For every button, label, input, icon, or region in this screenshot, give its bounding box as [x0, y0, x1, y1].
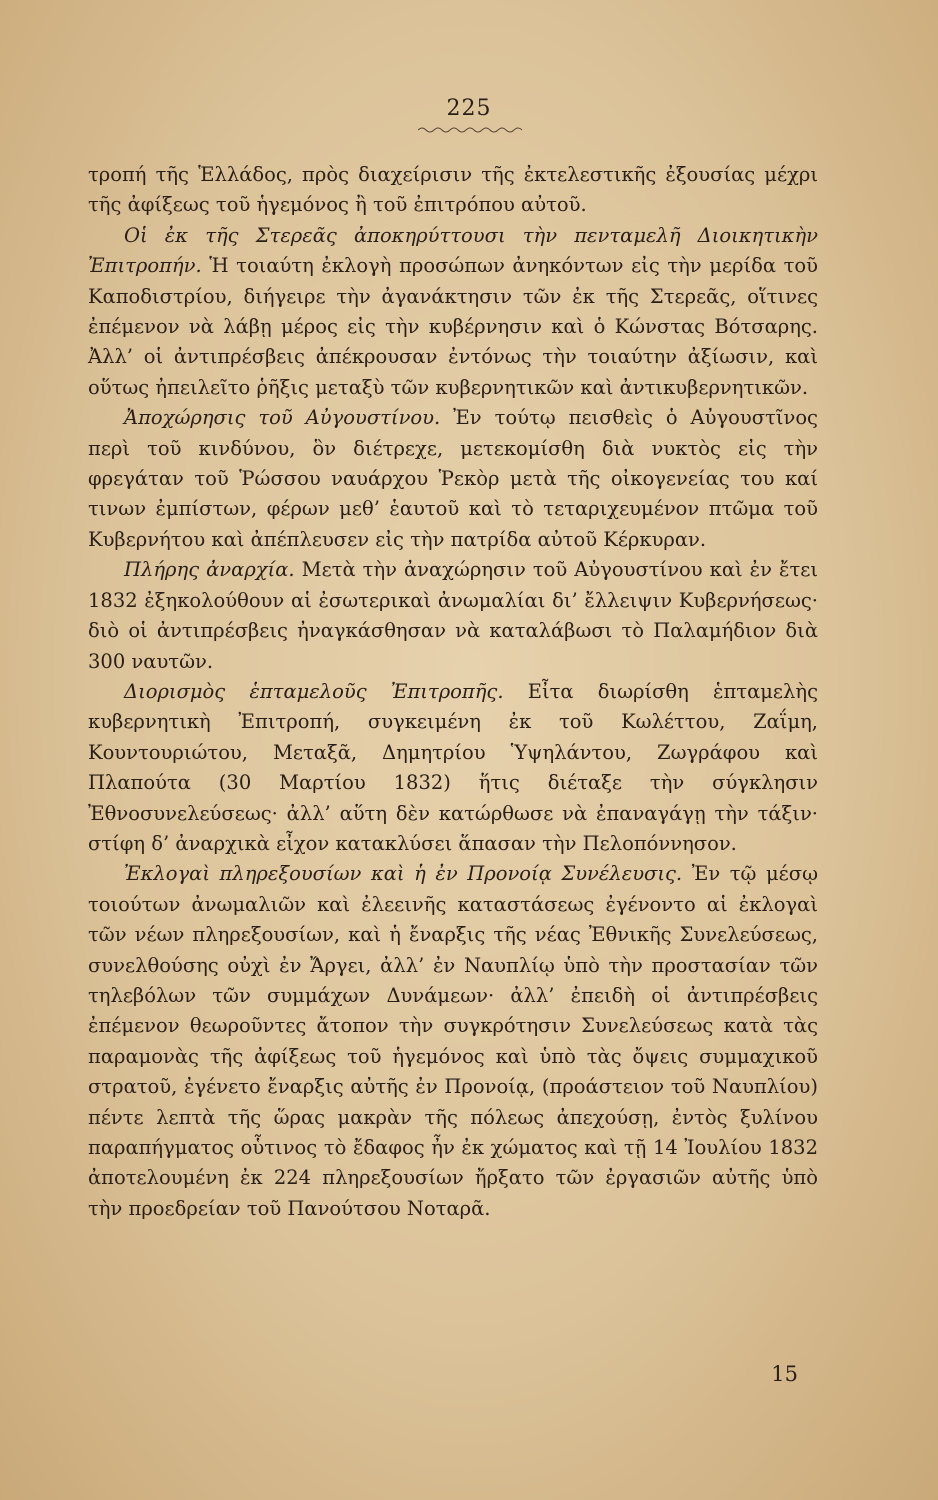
paragraph-3 — [88, 403, 818, 555]
paragraph-text: Εἶτα διωρίσθη ἑπταμελὴς κυβερνητικὴ Ἐπιτροπή, συγκειμένη ἐκ τοῦ Κωλέττου, Ζαΐμη, Κουντουριώτου, Μεταξᾶ, Δημητρίου Ὑψηλάντου, Ζωγράφου καὶ Πλαπούτα (30 Μαρτίου 1832) ἥτις διέταξε τὴν σύγκλησιν Ἐθνοσυνελεύσεως· ἀλλ’ αὕτη δὲν κατώρθωσε νὰ ἐπαναγάγῃ τὴν τάξιν· στίφη δ’ ἀναρχικὰ εἶχον κατακλύσει ἅπασαν τὴν Πελοπόννησον. — [88, 679, 818, 855]
paragraph-text: Ἐν τῷ μέσῳ τοιούτων ἀνωμαλιῶν καὶ ἐλεεινῆς καταστάσεως ἐγένοντο αἱ ἐκλογαὶ τῶν νέων πληρεξουσίων, καὶ ἡ ἔναρξις τῆς νέας Ἐθνικῆς Συνελεύσεως, συνελθούσης οὐχὶ ἐν Ἄργει, ἀλλ’ ἐν Ναυπλίῳ ὑπὸ τὴν προστασίαν τῶν τηλεβόλων τῶν συμμάχων Δυνάμεων· ἀλλ’ ἐπειδὴ οἱ ἀντιπρέσβεις ἐπέμενον θεωροῦντες ἄτοπον τὴν συγκρότησιν Συνελεύσεως κατὰ τὰς παραμονὰς τῆς ἀφίξεως τοῦ ἡγεμόνος καὶ ὑπὸ τὰς ὄψεις συμμαχικοῦ στρατοῦ, ἐγένετο ἔναρξις αὐτῆς ἐν Προνοίᾳ, (προάστειον τοῦ Ναυπλίου) πέντε λεπτὰ τῆς ὥρας μακρὰν τῆς πόλεως ἀπεχούσῃ, ἐντὸς ξυλίνου παραπήγματος οὗτινος τὸ ἔδαφος ἦν ἐκ χώματος καὶ τῇ 14 Ἰουλίου 1832 ἀποτελουμένη ἐκ 224 πληρεξουσίων ἤρξατο τῶν ἐργασιῶν αὐτῆς ὑπὸ τὴν προεδρείαν τοῦ Πανούτσου Νοταρᾶ. — [88, 862, 818, 1220]
wavy-rule-ornament — [418, 126, 522, 134]
paragraph-4 — [88, 555, 818, 677]
paragraph-text: τροπή τῆς Ἑλλάδος, πρὸς διαχείρισιν τῆς ἐκτελεστικῆς ἐξουσίας μέχρι τῆς ἀφίξεως τοῦ ἡγεμόνος ἢ τοῦ ἐπιτρόπου αὐτοῦ. — [88, 163, 818, 217]
section-heading: Πλήρης ἀναρχία. — [124, 558, 295, 582]
signature-mark: 15 — [771, 1362, 798, 1386]
section-heading: Ἀποχώρησις τοῦ Αὐγουστίνου. — [124, 406, 441, 430]
page-number: 225 — [446, 96, 492, 121]
paragraph-1 — [88, 160, 818, 221]
paragraph-6 — [88, 859, 818, 1224]
section-heading: Οἱ ἐκ τῆς Στερεᾶς ἀποκηρύττουσι τὴν πενταμελῆ Διοικητικὴν Ἐπιτροπήν. — [88, 223, 818, 278]
paragraph-text: Ἡ τοιαύτη ἐκλογὴ προσώπων ἀνηκόντων εἰς τὴν μερίδα τοῦ Καποδιστρίου, διήγειρε τὴν ἀγανάκτησιν τῶν ἐκ τῆς Στερεᾶς, οἵτινες ἐπέμενον νὰ λάβῃ μέρος εἰς τὴν κυβέρνησιν καὶ ὁ Κώνστας Βότσαρης. Ἀλλ’ οἱ ἀντιπρέσβεις ἀπέκρουσαν ἐντόνως τὴν τοιαύτην ἀξίωσιν, καὶ οὕτως ἠπειλεῖτο ῥῆξις μεταξὺ τῶν κυβερνητικῶν καὶ ἀντικυβερνητικῶν. — [88, 254, 818, 399]
paragraph-text: Μετὰ τὴν ἀναχώρησιν τοῦ Αὐγουστίνου καὶ ἐν ἔτει 1832 ἐξηκολούθουν αἱ ἐσωτερικαὶ ἀνωμαλίαι δι’ ἔλλειψιν Κυβερνήσεως· διὸ οἱ ἀντιπρέσβεις ἠναγκάσθησαν νὰ καταλάβωσι τὸ Παλαμήδιον διὰ 300 ναυτῶν. — [88, 558, 818, 673]
paragraph-5 — [88, 677, 818, 859]
paragraph-2 — [88, 221, 818, 403]
section-heading: Ἐκλογαὶ πληρεξουσίων καὶ ἡ ἐν Προνοίᾳ Συνέλευσις. — [124, 862, 683, 886]
section-heading: Διορισμὸς ἑπταμελοῦς Ἐπιτροπῆς. — [124, 679, 504, 703]
body-text — [88, 160, 818, 1224]
paragraph-text: Ἐν τούτῳ πεισθεὶς ὁ Αὐγουστῖνος περὶ τοῦ κινδύνου, ὃν διέτρεχε, μετεκομίσθη διὰ νυκτὸς εἰς τὴν φρεγάταν τοῦ Ῥώσσου ναυάρχου Ῥεκὸρ μετὰ τῆς οἰκογενείας του καί τινων ἐμπίστων, φέρων μεθ’ ἑαυτοῦ καὶ τὸ τεταριχευμένον πτῶμα τοῦ Κυβερνήτου καὶ ἀπέπλευσεν εἰς τὴν πατρίδα αὐτοῦ Κέρκυραν. — [88, 406, 818, 551]
